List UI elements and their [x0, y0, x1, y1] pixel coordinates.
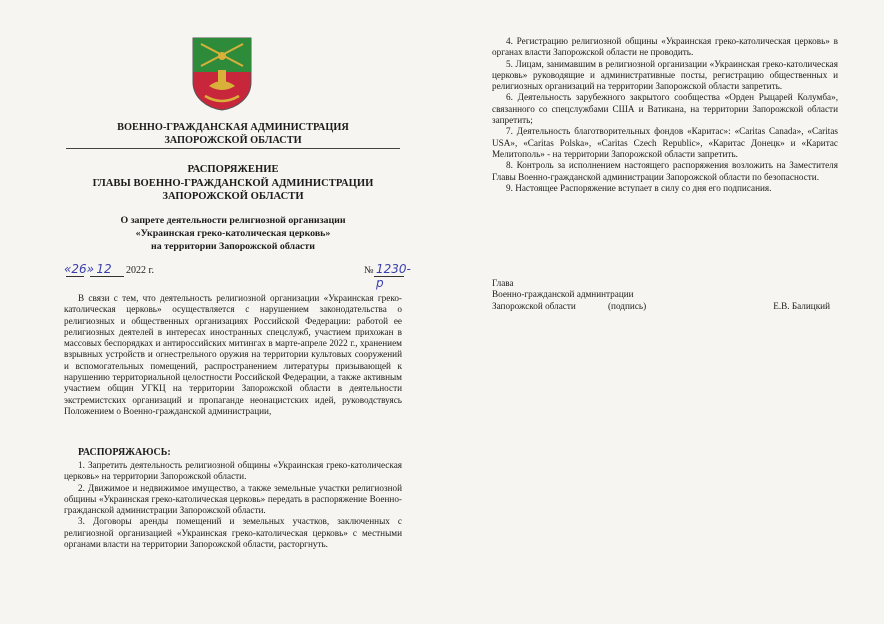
decree-item-9: 9. Настоящее Распоряжение вступает в силу со дня его подписания.: [506, 182, 772, 193]
decree-item-1: 1. Запретить деятельность религиозной общины «Украинская греко-католическая церковь» на территории Запорожской области.: [64, 460, 402, 482]
title-line-2: ГЛАВЫ ВОЕННО-ГРАЖДАНСКОЙ АДМИНИСТРАЦИИ: [92, 177, 374, 189]
signature-row: [492, 301, 838, 312]
number-underline: [374, 276, 404, 277]
document-subject: [64, 214, 402, 253]
decree-label: РАСПОРЯЖАЮСЬ:: [78, 447, 171, 458]
decree-item-6: 6. Деятельность зарубежного закрытого сообщества «Орден Рыцарей Колумба», связанного со спецслужбами США и Ватикана, на территории Запорожской области запретить;: [492, 92, 838, 126]
date-day-underline: [66, 276, 84, 277]
decree-item-2: 2. Движимое и недвижимое имущество, а также земельные участки религиозной общины «Украинская греко-католическая церковь» передать в распоряжение Военно-гражданской администрации Запорожской области.: [64, 482, 402, 516]
decree-item-5: 5. Лицам, занимавшим в религиозной организации «Украинская греко-католическая церковь» руководящие и административные посты, регистрацию общественных и религиозных организаций на территории Запорожской области запретить.: [492, 58, 838, 92]
organization-name: [64, 121, 402, 147]
signature-line-1: Глава: [492, 278, 514, 288]
title-line-1: РАСПОРЯЖЕНИЕ: [187, 164, 279, 175]
decree-item-3: 3. Договоры аренды помещений и земельных участков, заключенных с религиозной организацией «Украинская греко-католическая церковь» с местными органами власти на территории Запорожской области, расторгнуть.: [64, 516, 402, 550]
title-line-3: ЗАПОРОЖСКОЙ ОБЛАСТИ: [162, 191, 304, 202]
document-number: 1230-р: [376, 262, 411, 290]
header-divider: [66, 148, 400, 149]
decree-item-8: 8. Контроль за исполнением настоящего распоряжения возложить на Заместителя Главы Военно-гражданской администрации Запорожской области по безопасности.: [492, 160, 838, 182]
signatory-name: Е.В. Балицкий: [773, 300, 830, 311]
decree-item-4: 4. Регистрацию религиозной общины «Украинская греко-католическая церковь» в органах власти Запорожской области не проводить.: [492, 36, 838, 58]
subject-line-1: О запрете деятельности религиозной организации: [120, 215, 346, 226]
signature-block: [492, 278, 838, 312]
decree-items-left: [64, 460, 402, 550]
decree-items-right: [492, 36, 838, 194]
org-line-2: ЗАПОРОЖСКОЙ ОБЛАСТИ: [164, 135, 302, 146]
number-label: №: [364, 265, 374, 276]
date-month-underline: [90, 276, 124, 277]
org-line-1: ВОЕННО-ГРАЖДАНСКАЯ АДМИНИСТРАЦИЯ: [117, 122, 349, 133]
signature-line-3: Запорожской области: [492, 300, 576, 311]
date-month: 12: [96, 262, 112, 276]
signature-note: (подпись): [608, 300, 647, 311]
subject-line-2: «Украинская греко-католическая церковь»: [135, 228, 331, 239]
document-title: [64, 163, 402, 204]
date-number-line: [64, 262, 411, 290]
date-year: 2022 г.: [126, 265, 154, 276]
decree-item-7: 7. Деятельность благотворительных фондов «Каритас»: «Caritas Canada», «Caritas USA», «Caritas Polska», «Caritas Czech Republic», «Каритас Донецк» и «Каритас Мелитополь» - на территории Запорожской области запретить.: [492, 126, 838, 159]
signature-line-2: Военно-гражданской адмнинтрации: [492, 289, 634, 300]
date-day: «26»: [64, 262, 95, 276]
subject-line-3: на территории Запорожской области: [151, 241, 315, 252]
coat-of-arms-icon: [191, 36, 253, 112]
intro-paragraph: В связи с тем, что деятельность религиозной организации «Украинская греко-католическая церковь» осуществляется с нарушением законодательства о религиозных и общественных организациях Российской Федерации: работой ее религиозных деятелей в интересах иностранных спецслужб, участием прихожан в массовых беспорядках и антироссийских митингах в марте-апреле 2022 г., хранением взрывных устройств и огнестрельного оружия на территории культовых сооружений и вспомогательных помещений, распространением литературы призывающей к нарушению территориальной целостности Российской Федерации, а также активным участием общин УГКЦ на территории Запорожской области в деятельности экстремистских организаций и пропаганде неонацистских идей, руководствуясь Положением о Военно-гражданской администрации,: [64, 293, 402, 416]
